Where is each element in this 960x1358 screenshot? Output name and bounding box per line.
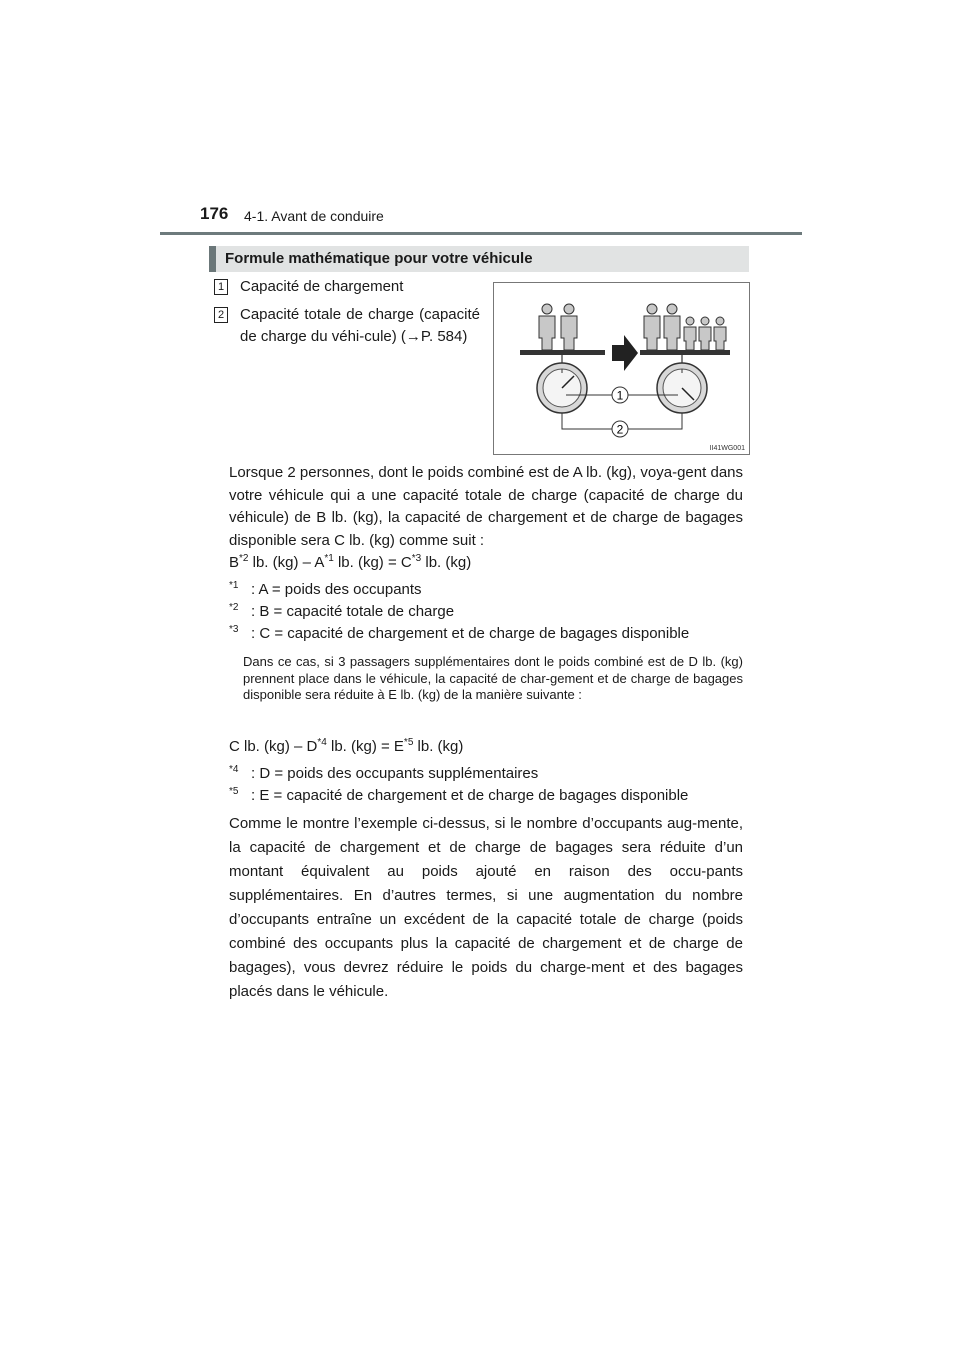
chapter-title: 4-1. Avant de conduire — [244, 208, 384, 224]
five-persons-icon — [644, 304, 726, 350]
footnote-3: $^{*3}$ : C = capacité de chargement et de charge de bagages disponible — [229, 624, 690, 642]
formula-2-footnote-ref-5: *5 — [403, 737, 414, 748]
paragraph-additional-passengers: Dans ce cas, si 3 passagers supplémentaires dont le poids combiné est de D lb. (kg) prennent place dans le véhicule, la capacité de char-gement et de charge de bagages disponible sera réduite à E lb. (kg) de la manière suivante : — [243, 654, 743, 702]
right-scale-platform — [640, 350, 730, 355]
formula-1-footnote-ref-2: *2 — [239, 553, 249, 564]
paragraph-conclusion: Comme le montre l’exemple ci-dessus, si le nombre d’occupants aug-mente, la capacité de chargement et de charge de bagages sera réduite d’un montant équivalent au poids ajouté en raison des occu-pants supplémentaires. En d’autres termes, si une augmentation du nombre d’occupants entraîne un excédent de la capacité totale de charge (poids combiné des occupants plus la capacité de chargement et de charge de bagages), vous devrez réduire le poids du charge-ment et des bagages placés dans le véhicule. — [229, 815, 743, 1000]
item-number-1: 1 — [214, 279, 228, 295]
formula-2-footnote-ref-4: *4 — [317, 737, 327, 748]
formula-2-term-d: C lb. (kg) – D — [229, 738, 318, 755]
footnote-5: $^{*5}$ : E = capacité de chargement et de charge de bagages disponible — [229, 786, 689, 804]
formula-2 — [229, 738, 463, 755]
formula-2-term-e: lb. (kg) = E — [326, 738, 404, 755]
footnote-1: $^{*1}$ : A = poids des occupants — [229, 580, 422, 598]
formula-1-footnote-ref-3: *3 — [411, 553, 422, 564]
left-scale-gauge — [537, 363, 587, 413]
callout-2-label: 2 — [616, 422, 624, 437]
left-scale-platform — [520, 350, 605, 355]
formula-1-term-b: B — [229, 554, 240, 571]
load-capacity-illustration — [493, 282, 750, 455]
item-number-2: 2 — [214, 307, 228, 323]
paragraph-example-1: Lorsque 2 personnes, dont le poids combiné est de A lb. (kg), voya-gent dans votre véhicule qui a une capacité totale de charge (capacité de charge du véhicule) de B lb. (kg), la capacité de chargement et de charge de bagages disponible sera C lb. (kg) comme suit : — [229, 464, 743, 549]
formula-1-unit: lb. (kg) — [421, 554, 472, 571]
header-rule — [160, 232, 802, 235]
formula-2-unit: lb. (kg) — [413, 738, 464, 755]
arrow-right-icon — [612, 335, 638, 371]
formula-1-footnote-ref-1: *1 — [324, 553, 334, 564]
figure-code: II41WG001 — [709, 445, 745, 452]
callout-1-label: 1 — [616, 388, 624, 403]
page-number: 176 — [200, 204, 229, 223]
illustration-drawing — [494, 283, 751, 456]
two-persons-icon — [539, 304, 577, 350]
formula-1-term-a: lb. (kg) – A — [248, 554, 325, 571]
item-text-2: Capacité totale de charge (capacité de charge du véhi-cule) (→P. 584) — [240, 306, 480, 345]
right-scale-gauge — [657, 363, 707, 413]
formula-1 — [229, 554, 471, 571]
item-text-1: Capacité de chargement — [240, 278, 404, 295]
section-title: Formule mathématique pour votre véhicule — [209, 246, 749, 272]
formula-1-term-c: lb. (kg) = C — [333, 554, 412, 571]
footnote-4: $^{*4}$ : D = poids des occupants supplémentaires — [229, 764, 539, 782]
footnote-2: $^{*2}$ : B = capacité totale de charge — [229, 602, 455, 620]
